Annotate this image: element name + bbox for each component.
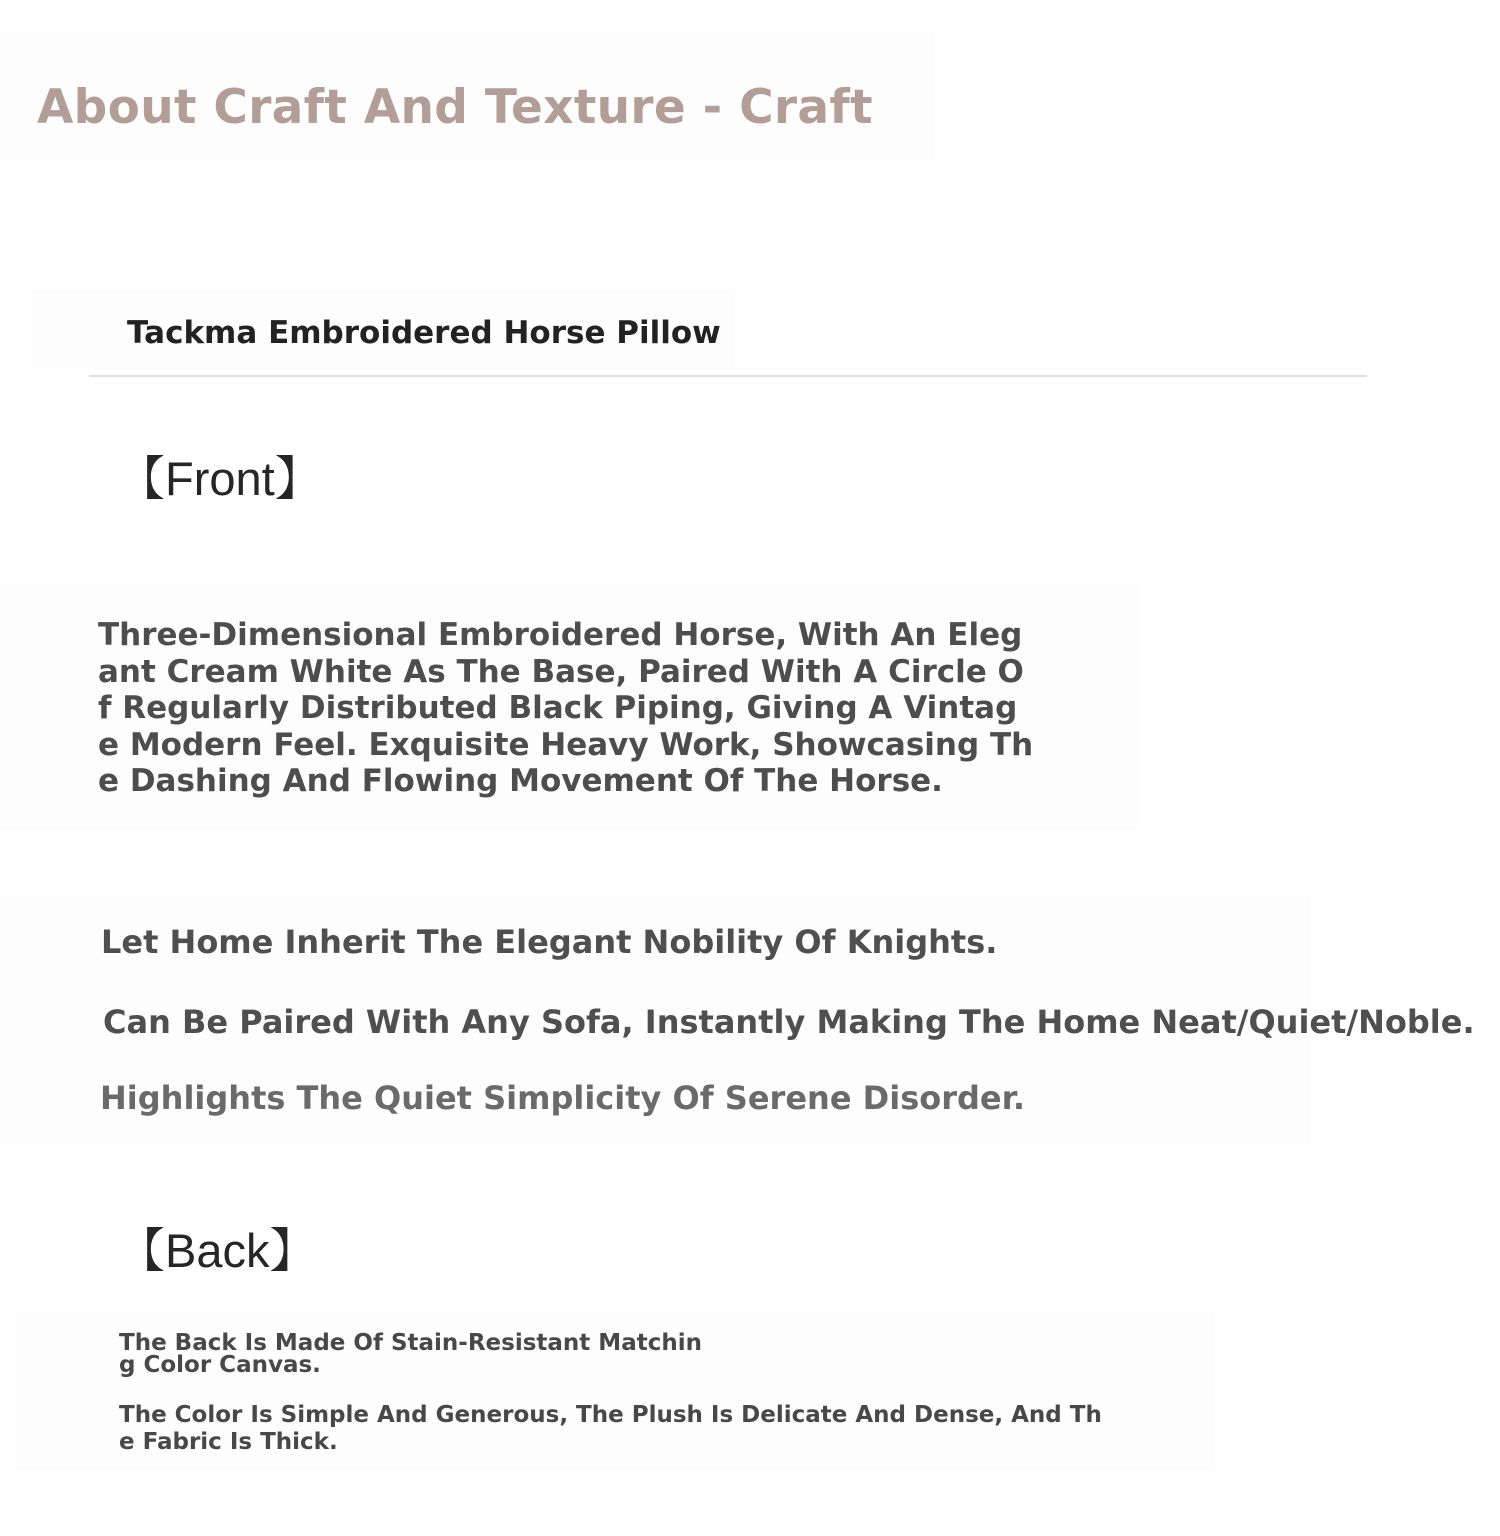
front-description-line: ant Cream White As The Base, Paired With A Circle O: [98, 653, 1024, 690]
front-description-line: e Modern Feel. Exquisite Heavy Work, Showcasing Th: [98, 726, 1034, 763]
back-section-label: 【Back】: [118, 1224, 317, 1277]
tagline-knights: Let Home Inherit The Elegant Nobility Of Knights.: [101, 923, 998, 961]
back-material-line: g Color Canvas.: [119, 1352, 321, 1378]
product-name: Tackma Embroidered Horse Pillow: [127, 315, 721, 351]
front-description-line: f Regularly Distributed Black Piping, Giving A Vintag: [98, 690, 1018, 726]
front-description: [98, 617, 1034, 800]
back-texture-text: [119, 1402, 1102, 1456]
back-texture-line: The Color Is Simple And Generous, The Plush Is Delicate And Dense, And Th: [119, 1402, 1102, 1428]
back-material-text: [119, 1332, 702, 1376]
back-texture-line: e Fabric Is Thick.: [119, 1429, 338, 1455]
back-material-line: The Back Is Made Of Stain-Resistant Matchin: [119, 1330, 702, 1356]
page-title: About Craft And Texture - Craft: [37, 80, 873, 135]
section-divider: [89, 375, 1367, 377]
front-description-line: Three-Dimensional Embroidered Horse, With An Eleg: [98, 617, 1023, 653]
front-description-line: e Dashing And Flowing Movement Of The Horse.: [98, 763, 943, 799]
tagline-quiet-simplicity: Highlights The Quiet Simplicity Of Serene Disorder.: [100, 1079, 1025, 1117]
front-section-label: 【Front】: [118, 452, 322, 505]
tagline-sofa-pairing: Can Be Paired With Any Sofa, Instantly Making The Home Neat/Quiet/Noble.: [103, 1003, 1475, 1041]
